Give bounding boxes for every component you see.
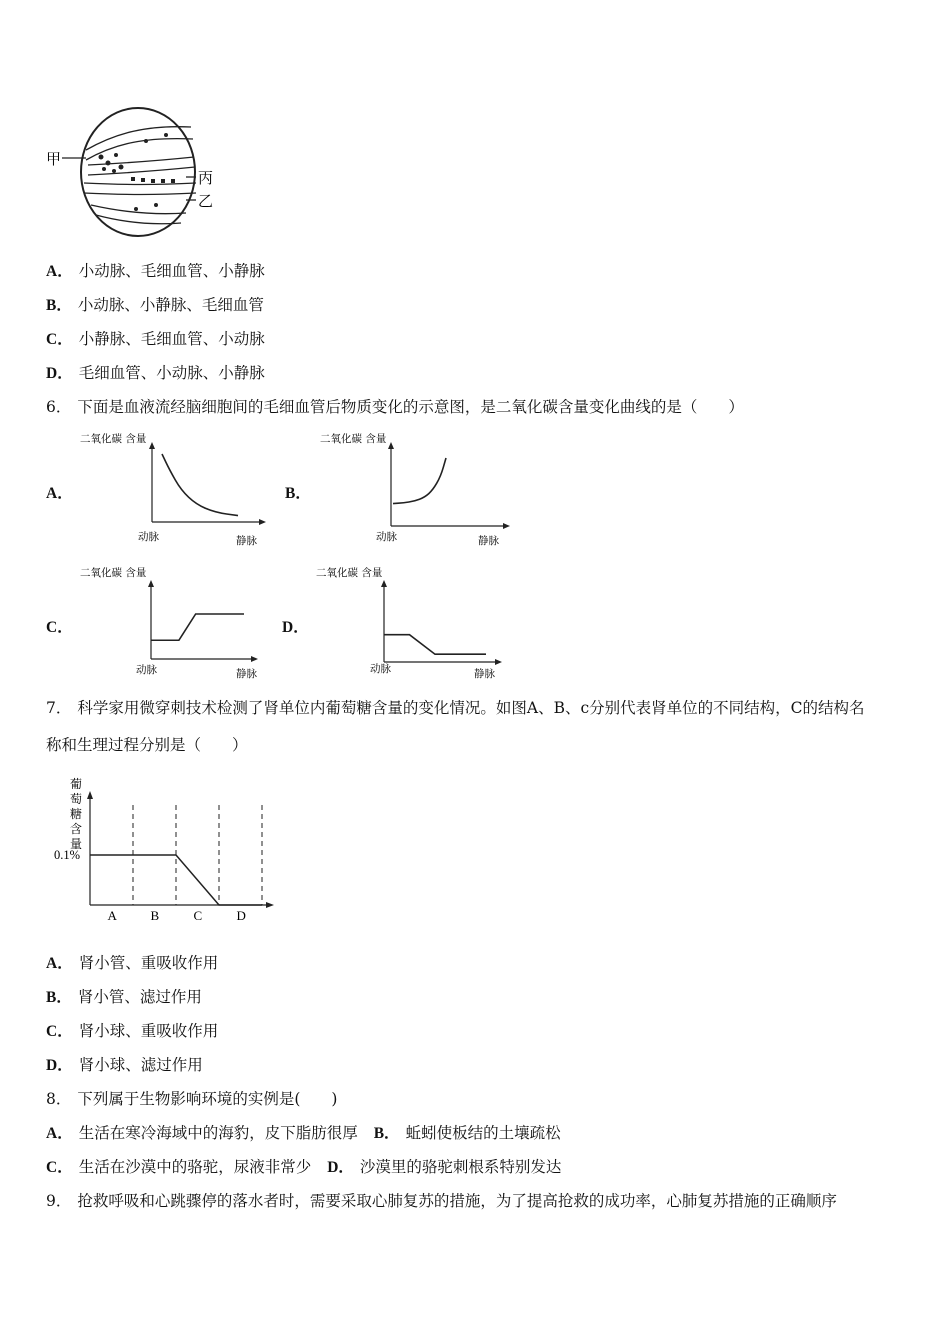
option-letter: D． — [327, 1159, 354, 1176]
x-label-vein: 静脉 — [478, 535, 499, 547]
q6-chart-d[interactable] — [314, 562, 514, 680]
y-axis-label: 二氧化碳 含量 — [80, 433, 147, 445]
y-axis-label: 二氧化碳 含量 — [316, 567, 383, 579]
segment-label: C — [193, 908, 203, 923]
option-text: 生活在沙漠中的骆驼，尿液非常少 — [78, 1158, 312, 1176]
label-bing: 丙 — [198, 169, 214, 187]
x-label-vein: 静脉 — [474, 668, 495, 680]
option-text: 蚯蚓使板结的土壤疏松 — [405, 1124, 561, 1142]
question-text: 科学家用微穿刺技术检测了肾单位内葡萄糖含量的变化情况。如图A、B、c分别代表肾单位的不同结构，C的结构名 — [77, 699, 865, 717]
q5-option-b[interactable] — [46, 295, 264, 316]
q6-stem — [46, 397, 744, 417]
q7-option-a[interactable] — [46, 953, 218, 974]
co2-curve — [151, 614, 244, 640]
segment-label: A — [107, 908, 117, 923]
option-letter: B． — [46, 297, 72, 314]
option-text: 毛细血管、小动脉、小静脉 — [78, 364, 265, 382]
segment-label: B — [150, 908, 160, 923]
option-letter: A． — [46, 955, 73, 972]
q7-option-b[interactable] — [46, 987, 202, 1008]
question-text: 下面是血液流经脑细胞间的毛细血管后物质变化的示意图，是二氧化碳含量变化曲线的是（ ） — [77, 398, 744, 416]
q7-glucose-chart[interactable] — [50, 775, 280, 925]
option-letter: D． — [46, 365, 73, 382]
option-text: 肾小球、重吸收作用 — [78, 1022, 219, 1040]
q6-chart-b[interactable] — [318, 428, 518, 548]
option-text: 肾小球、滤过作用 — [78, 1056, 203, 1074]
q5-option-a[interactable] — [46, 261, 265, 282]
q8-stem — [46, 1089, 337, 1109]
question-number: 7． — [46, 699, 72, 717]
option-text: 小静脉、毛细血管、小动脉 — [78, 330, 265, 348]
x-axis-arrow — [266, 902, 274, 908]
q7-option-d[interactable] — [46, 1055, 203, 1076]
x-label-artery: 动脉 — [370, 663, 391, 675]
y-tick-label: 0.1% — [54, 848, 81, 862]
q8-option-d[interactable] — [327, 1158, 561, 1176]
q6-choice-d-letter[interactable]: D． — [282, 619, 309, 636]
y-axis-arrow — [148, 580, 154, 587]
segment-label: D — [236, 908, 246, 923]
co2-curve — [384, 635, 486, 655]
y-axis-arrow — [381, 580, 387, 587]
question-text: 下列属于生物影响环境的实例是( ) — [77, 1090, 338, 1108]
option-text: 肾小管、滤过作用 — [77, 988, 202, 1006]
y-axis-label: 二氧化碳 含量 — [80, 567, 147, 579]
option-text: 小动脉、毛细血管、小静脉 — [78, 262, 265, 280]
x-axis-arrow — [495, 659, 502, 665]
q5-option-c[interactable] — [46, 329, 265, 350]
q7-option-c[interactable] — [46, 1021, 218, 1042]
co2-curve — [393, 458, 446, 504]
q5-option-d[interactable] — [46, 363, 265, 384]
option-letter: B． — [373, 1125, 400, 1142]
q7-stem-line2 — [46, 735, 248, 755]
segment-labels — [108, 908, 246, 923]
q6-choice-b-letter[interactable]: B． — [285, 485, 311, 502]
y-axis-arrow — [149, 442, 155, 449]
q8-option-a[interactable] — [46, 1124, 358, 1142]
y-axis-arrow — [388, 442, 394, 449]
q6-choice-c-letter[interactable]: C． — [46, 619, 73, 636]
x-label-artery: 动脉 — [376, 531, 397, 543]
option-letter: C． — [46, 1159, 73, 1176]
y-axis-label: 葡萄糖含量 — [70, 777, 83, 851]
x-axis-arrow — [503, 523, 510, 529]
q8-options-line2 — [46, 1157, 561, 1178]
q9-stem — [46, 1191, 837, 1211]
x-axis-arrow — [259, 519, 266, 525]
option-letter: A． — [46, 263, 73, 280]
y-axis-label: 二氧化碳 含量 — [320, 433, 387, 445]
option-letter: C． — [46, 1023, 73, 1040]
x-label-vein: 静脉 — [236, 535, 257, 547]
vessel-figure — [46, 105, 216, 240]
q6-chart-c[interactable] — [78, 562, 268, 680]
question-number: 9． — [46, 1192, 72, 1210]
option-letter: B． — [46, 989, 72, 1006]
q6-choice-a-letter[interactable]: A． — [46, 485, 73, 502]
q8-option-b[interactable] — [374, 1124, 561, 1142]
q8-option-c[interactable] — [46, 1158, 311, 1176]
q6-chart-a[interactable] — [78, 428, 268, 548]
option-text: 肾小管、重吸收作用 — [78, 954, 219, 972]
option-letter: C． — [46, 331, 73, 348]
option-text: 小动脉、小静脉、毛细血管 — [77, 296, 264, 314]
label-jia: 甲 — [46, 150, 62, 168]
x-axis-arrow — [251, 656, 258, 662]
label-yi: 乙 — [198, 192, 214, 210]
option-text: 沙漠里的骆驼刺根系特别发达 — [359, 1158, 562, 1176]
x-label-artery: 动脉 — [138, 531, 159, 543]
x-label-artery: 动脉 — [136, 664, 157, 676]
option-letter: D． — [46, 1057, 73, 1074]
option-text: 生活在寒冷海域中的海豹，皮下脂肪很厚 — [78, 1124, 358, 1142]
question-number: 8． — [46, 1090, 72, 1108]
option-letter: A． — [46, 1125, 73, 1142]
question-text: 抢救呼吸和心跳骤停的落水者时，需要采取心肺复苏的措施，为了提高抢救的成功率，心肺复苏措施的正确顺序 — [77, 1192, 837, 1210]
question-number: 6． — [46, 398, 72, 416]
q7-stem-line1 — [46, 698, 865, 718]
x-label-vein: 静脉 — [236, 668, 257, 680]
q8-options-line1 — [46, 1123, 561, 1144]
question-text: 称和生理过程分别是（ ） — [46, 736, 248, 754]
co2-curve — [162, 454, 238, 516]
y-axis-arrow — [87, 791, 93, 799]
